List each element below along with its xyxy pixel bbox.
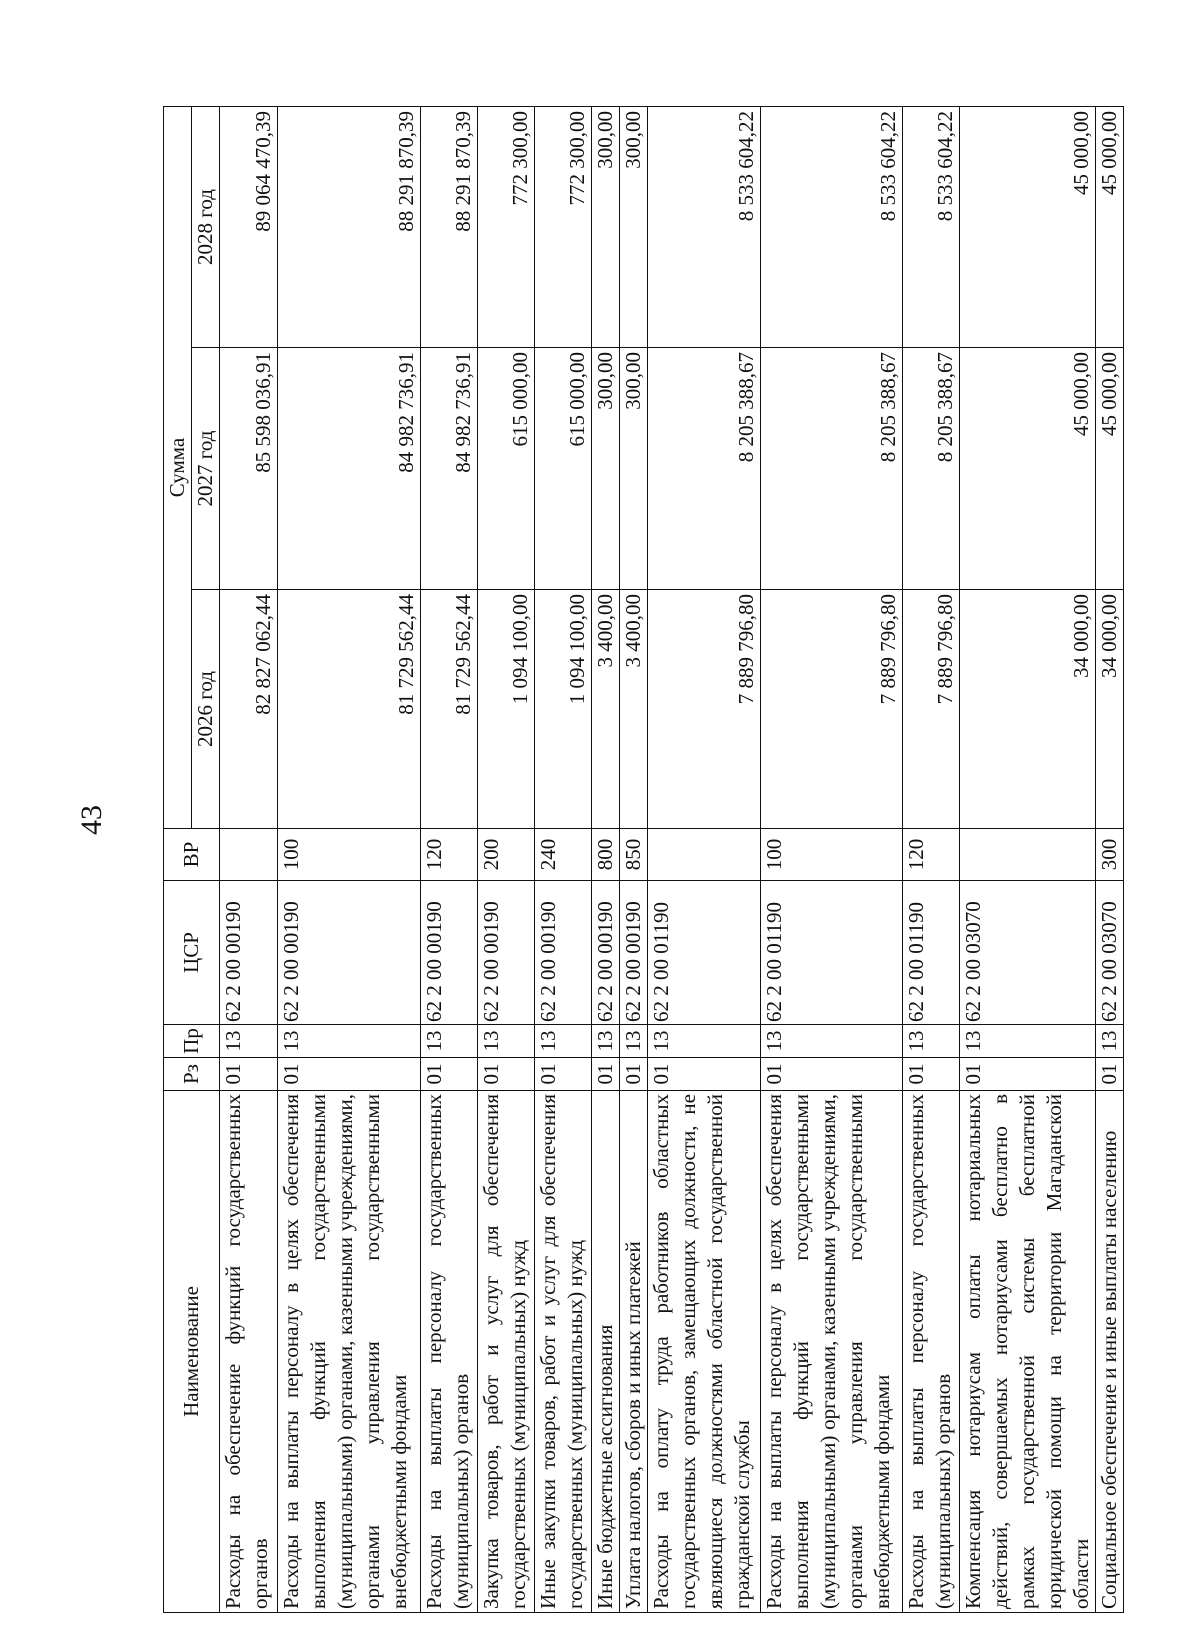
table-row — [648, 107, 761, 1613]
header-csr: ЦСР — [164, 881, 220, 1025]
row-csr: 62 2 00 03070 — [1096, 881, 1124, 1025]
row-pr: 13 — [903, 1025, 960, 1058]
row-vr — [648, 829, 761, 881]
row-sum-2026: 3 400,00 — [620, 590, 648, 829]
row-pr: 13 — [220, 1025, 278, 1058]
row-vr: 240 — [535, 829, 592, 881]
row-pr: 13 — [620, 1025, 648, 1058]
row-csr: 62 2 00 00190 — [478, 881, 535, 1025]
row-sum-2026: 34 000,00 — [1096, 590, 1124, 829]
table-row — [1096, 107, 1124, 1613]
row-rz: 01 — [535, 1058, 592, 1091]
header-vr: ВР — [164, 829, 220, 881]
row-sum-2027: 84 982 736,91 — [421, 348, 478, 590]
row-csr: 62 2 00 00190 — [421, 881, 478, 1025]
row-name: Расходы на выплаты персоналу в целях обеспечения выполнения функций государственными (муниципальными) органами, казенными учреждениями, органами управления государственными внебюджетными фондами — [761, 1091, 903, 1613]
header-year-2026: 2026 год — [192, 590, 220, 829]
row-rz: 01 — [620, 1058, 648, 1091]
row-pr: 13 — [960, 1025, 1096, 1058]
row-name: Закупка товаров, работ и услуг для обеспечения государственных (муниципальных) нужд — [478, 1091, 535, 1613]
row-rz: 01 — [592, 1058, 620, 1091]
row-csr: 62 2 00 00190 — [278, 881, 421, 1025]
row-vr: 120 — [421, 829, 478, 881]
row-sum-2027: 45 000,00 — [1096, 348, 1124, 590]
row-rz: 01 — [220, 1058, 278, 1091]
row-pr: 13 — [278, 1025, 421, 1058]
row-rz: 01 — [761, 1058, 903, 1091]
header-rz: Рз — [164, 1058, 220, 1091]
budget-table-container — [163, 107, 1121, 1613]
row-name: Расходы на выплаты персоналу в целях обеспечения выполнения функций государственными (муниципальными) органами, казенными учреждениями, органами управления государственными внебюджетными фондами — [278, 1091, 421, 1613]
row-sum-2027: 85 598 036,91 — [220, 348, 278, 590]
table-row — [220, 107, 278, 1613]
row-rz: 01 — [421, 1058, 478, 1091]
table-row — [421, 107, 478, 1613]
table-row — [592, 107, 620, 1613]
row-sum-2026: 1 094 100,00 — [478, 590, 535, 829]
header-pr: Пр — [164, 1025, 220, 1058]
row-sum-2026: 7 889 796,80 — [648, 590, 761, 829]
row-name: Социальное обеспечение и иные выплаты населению — [1096, 1091, 1124, 1613]
table-row — [535, 107, 592, 1613]
row-pr: 13 — [421, 1025, 478, 1058]
row-csr: 62 2 00 00190 — [220, 881, 278, 1025]
table-row — [761, 107, 903, 1613]
row-vr: 850 — [620, 829, 648, 881]
table-body — [220, 107, 1124, 1613]
row-sum-2026: 81 729 562,44 — [421, 590, 478, 829]
row-csr: 62 2 00 00190 — [535, 881, 592, 1025]
row-name: Компенсация нотариусам оплаты нотариальных действий, совершаемых нотариусами бесплатно в рамках государственной системы бесплатной юридической помощи на территории Магаданской области — [960, 1091, 1096, 1613]
row-sum-2026: 3 400,00 — [592, 590, 620, 829]
row-csr: 62 2 00 01190 — [903, 881, 960, 1025]
row-sum-2028: 772 300,00 — [478, 107, 535, 348]
header-year-2028: 2028 год — [192, 107, 220, 348]
row-sum-2028: 89 064 470,39 — [220, 107, 278, 348]
row-vr: 100 — [761, 829, 903, 881]
row-sum-2027: 84 982 736,91 — [278, 348, 421, 590]
row-rz: 01 — [1096, 1058, 1124, 1091]
row-sum-2026: 7 889 796,80 — [903, 590, 960, 829]
row-csr: 62 2 00 03070 — [960, 881, 1096, 1025]
row-pr: 13 — [761, 1025, 903, 1058]
row-rz: 01 — [960, 1058, 1096, 1091]
row-vr — [220, 829, 278, 881]
row-sum-2027: 615 000,00 — [535, 348, 592, 590]
table-row — [903, 107, 960, 1613]
row-rz: 01 — [648, 1058, 761, 1091]
row-sum-2028: 8 533 604,22 — [648, 107, 761, 348]
row-rz: 01 — [278, 1058, 421, 1091]
budget-table — [163, 106, 1124, 1613]
row-name: Уплата налогов, сборов и иных платежей — [620, 1091, 648, 1613]
row-sum-2028: 8 533 604,22 — [761, 107, 903, 348]
row-sum-2027: 300,00 — [592, 348, 620, 590]
row-rz: 01 — [478, 1058, 535, 1091]
row-name: Иные бюджетные ассигнования — [592, 1091, 620, 1613]
row-pr: 13 — [648, 1025, 761, 1058]
row-sum-2027: 8 205 388,67 — [903, 348, 960, 590]
row-sum-2027: 615 000,00 — [478, 348, 535, 590]
header-year-2027: 2027 год — [192, 348, 220, 590]
row-sum-2027: 8 205 388,67 — [761, 348, 903, 590]
row-vr — [960, 829, 1096, 881]
row-sum-2028: 8 533 604,22 — [903, 107, 960, 348]
table-row — [278, 107, 421, 1613]
row-pr: 13 — [478, 1025, 535, 1058]
table-row — [620, 107, 648, 1613]
row-csr: 62 2 00 01190 — [761, 881, 903, 1025]
row-name: Расходы на оплату труда работников областных государственных органов, замещающих должности, не являющиеся должностями областной государственной гражданской службы — [648, 1091, 761, 1613]
row-name: Расходы на выплаты персоналу государственных (муниципальных) органов — [421, 1091, 478, 1613]
row-vr: 200 — [478, 829, 535, 881]
row-sum-2027: 8 205 388,67 — [648, 348, 761, 590]
row-pr: 13 — [535, 1025, 592, 1058]
row-csr: 62 2 00 01190 — [648, 881, 761, 1025]
table-row — [960, 107, 1096, 1613]
row-pr: 13 — [1096, 1025, 1124, 1058]
row-sum-2026: 7 889 796,80 — [761, 590, 903, 829]
row-sum-2026: 34 000,00 — [960, 590, 1096, 829]
row-sum-2028: 772 300,00 — [535, 107, 592, 348]
row-csr: 62 2 00 00190 — [592, 881, 620, 1025]
row-name: Иные закупки товаров, работ и услуг для обеспечения государственных (муниципальных) нужд — [535, 1091, 592, 1613]
row-sum-2028: 45 000,00 — [1096, 107, 1124, 348]
header-name: Наименование — [164, 1091, 220, 1613]
row-pr: 13 — [592, 1025, 620, 1058]
row-vr: 100 — [278, 829, 421, 881]
row-sum-2028: 88 291 870,39 — [278, 107, 421, 348]
row-sum-2027: 300,00 — [620, 348, 648, 590]
row-vr: 120 — [903, 829, 960, 881]
table-row — [478, 107, 535, 1613]
row-sum-2027: 45 000,00 — [960, 348, 1096, 590]
row-sum-2028: 45 000,00 — [960, 107, 1096, 348]
row-rz: 01 — [903, 1058, 960, 1091]
header-sum: Сумма — [164, 107, 192, 829]
row-sum-2028: 300,00 — [592, 107, 620, 348]
row-sum-2028: 88 291 870,39 — [421, 107, 478, 348]
row-csr: 62 2 00 00190 — [620, 881, 648, 1025]
row-sum-2026: 81 729 562,44 — [278, 590, 421, 829]
row-vr: 300 — [1096, 829, 1124, 881]
row-name: Расходы на обеспечение функций государственных органов — [220, 1091, 278, 1613]
row-sum-2026: 1 094 100,00 — [535, 590, 592, 829]
row-sum-2028: 300,00 — [620, 107, 648, 348]
page-number: 43 — [75, 805, 108, 835]
row-sum-2026: 82 827 062,44 — [220, 590, 278, 829]
row-vr: 800 — [592, 829, 620, 881]
row-name: Расходы на выплаты персоналу государственных (муниципальных) органов — [903, 1091, 960, 1613]
